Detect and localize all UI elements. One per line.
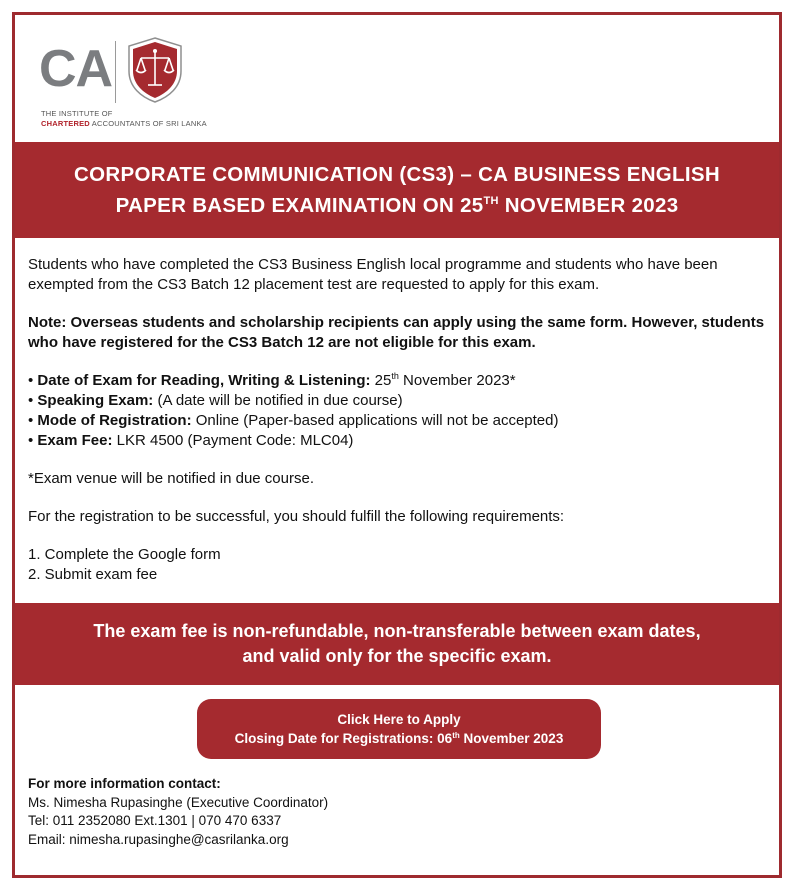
- closing-date-sup: th: [452, 731, 460, 740]
- date-value-end: November 2023*: [398, 372, 516, 389]
- requirements-intro: For the registration to be successful, you should fulfill the following requirements:: [28, 508, 565, 525]
- refund-policy-line-2: and valid only for the specific exam.: [242, 646, 552, 666]
- scales-of-justice-shield-icon: [127, 37, 183, 103]
- closing-date-end: November 2023: [459, 731, 564, 746]
- logo-chartered-text: [41, 119, 207, 128]
- date-value: 25: [370, 372, 392, 389]
- ca-logo: [39, 37, 209, 137]
- requirements-list: [28, 545, 768, 585]
- intro-paragraph: Students who have completed the CS3 Business English local programme and students who have been exempted from the CS3 Batch 12 placement test are requested to apply for this exam.: [28, 256, 718, 293]
- contact-email[interactable]: Email: nimesha.rupasinghe@casrilanka.org: [28, 831, 289, 847]
- title-line-2: [116, 188, 679, 219]
- logo-chartered-rest: ACCOUNTANTS OF SRI LANKA: [89, 119, 207, 128]
- list-item-date: • Date of Exam for Reading, Writing & Listening: 25th November 2023*: [28, 371, 516, 389]
- exam-details-list: [28, 371, 768, 451]
- note-paragraph: Note: Overseas students and scholarship recipients can apply using the same form. However, students who have registered for the CS3 Batch 12 are not eligible for this exam.: [28, 314, 765, 351]
- apply-button[interactable]: [197, 699, 601, 759]
- list-item: 1. Complete the Google form: [28, 546, 221, 563]
- mode-label: Mode of Registration:: [37, 412, 192, 429]
- contact-phone: Tel: 011 2352080 Ext.1301 | 070 470 6337: [28, 813, 282, 828]
- date-sup: th: [391, 371, 399, 381]
- date-label: Date of Exam for Reading, Writing & Listening:: [37, 372, 371, 389]
- contact-heading: For more information contact:: [28, 776, 221, 791]
- list-item-speaking: • Speaking Exam: (A date will be notified in due course): [28, 392, 403, 409]
- title-line-2-end: NOVEMBER 2023: [498, 194, 679, 217]
- closing-date-text: Closing Date for Registrations: 06: [234, 731, 453, 746]
- main-content: [28, 255, 768, 585]
- contact-name: Ms. Nimesha Rupasinghe (Executive Coordinator): [28, 794, 329, 810]
- title-banner: [15, 142, 779, 238]
- list-item: 2. Submit exam fee: [28, 566, 158, 583]
- logo-institute-text: THE INSTITUTE OF: [41, 109, 113, 118]
- closing-date: [197, 729, 601, 748]
- speaking-label: Speaking Exam:: [37, 392, 154, 409]
- page-frame: [12, 12, 782, 878]
- contact-info: [28, 775, 328, 849]
- list-item-mode: • Mode of Registration: Online (Paper-based applications will not be accepted): [28, 412, 559, 429]
- title-line-2-sup: TH: [483, 195, 499, 207]
- apply-button-label: Click Here to Apply: [337, 712, 461, 727]
- logo-chartered-highlight: CHARTERED: [41, 119, 90, 128]
- title-line-2-text: PAPER BASED EXAMINATION ON 25: [115, 194, 484, 217]
- fee-label: Exam Fee:: [37, 432, 113, 449]
- logo-divider: [115, 41, 116, 103]
- refund-policy-line-1: The exam fee is non-refundable, non-transferable between exam dates,: [93, 621, 701, 641]
- refund-policy-banner: [15, 603, 779, 685]
- list-item-fee: • Exam Fee: LKR 4500 (Payment Code: MLC04): [28, 432, 354, 449]
- fee-value: LKR 4500 (Payment Code: MLC04): [112, 432, 354, 449]
- title-line-1: CORPORATE COMMUNICATION (CS3) – CA BUSINESS ENGLISH: [74, 163, 720, 186]
- logo-mark: CA: [39, 40, 113, 98]
- venue-note: *Exam venue will be notified in due course.: [28, 470, 314, 487]
- mode-value: Online (Paper-based applications will not be accepted): [191, 412, 559, 429]
- speaking-value: (A date will be notified in due course): [153, 392, 403, 409]
